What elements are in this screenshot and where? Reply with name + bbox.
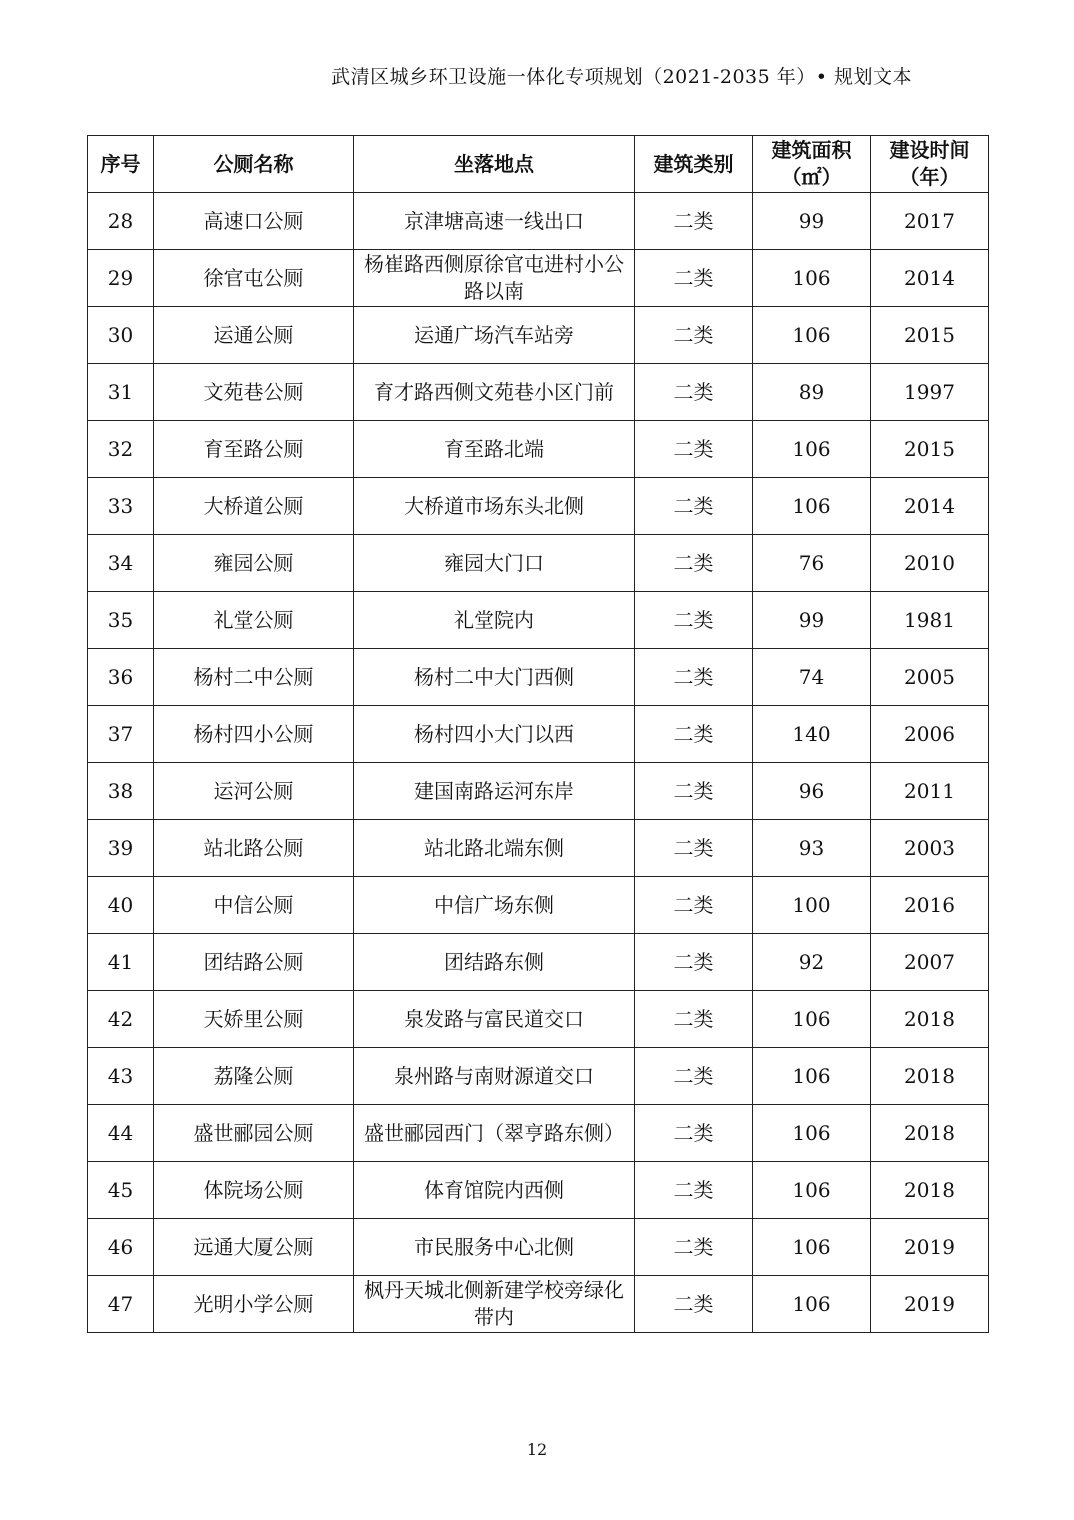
table-cell: 74 bbox=[753, 649, 871, 706]
table-cell: 28 bbox=[88, 193, 154, 250]
table-cell: 106 bbox=[753, 1276, 871, 1333]
column-header: 坐落地点 bbox=[354, 136, 635, 193]
table-cell: 41 bbox=[88, 934, 154, 991]
table-row bbox=[88, 1219, 989, 1276]
page-number: 12 bbox=[526, 1440, 548, 1459]
table-cell: 体院场公厕 bbox=[154, 1162, 354, 1219]
table-cell: 雍园大门口 bbox=[354, 535, 635, 592]
table-cell: 二类 bbox=[635, 592, 753, 649]
table-cell: 雍园公厕 bbox=[154, 535, 354, 592]
table-cell: 2015 bbox=[871, 421, 989, 478]
page-header: 武清区城乡环卫设施一体化专项规划（2021-2035 年）• 规划文本 bbox=[331, 66, 912, 88]
table-cell: 运通公厕 bbox=[154, 307, 354, 364]
table-row bbox=[88, 1048, 989, 1105]
table-cell: 1997 bbox=[871, 364, 989, 421]
table-cell: 育至路北端 bbox=[354, 421, 635, 478]
table-cell: 99 bbox=[753, 193, 871, 250]
table-cell: 二类 bbox=[635, 877, 753, 934]
table-cell: 34 bbox=[88, 535, 154, 592]
table-cell: 39 bbox=[88, 820, 154, 877]
table-cell: 31 bbox=[88, 364, 154, 421]
table-cell: 二类 bbox=[635, 1048, 753, 1105]
table-cell: 2018 bbox=[871, 1105, 989, 1162]
table-cell: 40 bbox=[88, 877, 154, 934]
table-cell: 泉发路与富民道交口 bbox=[354, 991, 635, 1048]
table-cell: 2019 bbox=[871, 1276, 989, 1333]
table-cell: 2016 bbox=[871, 877, 989, 934]
table-cell: 106 bbox=[753, 1162, 871, 1219]
table-cell: 2006 bbox=[871, 706, 989, 763]
table-cell: 杨崔路西侧原徐官屯进村小公路以南 bbox=[354, 250, 635, 307]
table-cell: 泉州路与南财源道交口 bbox=[354, 1048, 635, 1105]
table-cell: 京津塘高速一线出口 bbox=[354, 193, 635, 250]
column-header: 序号 bbox=[88, 136, 154, 193]
table-cell: 天娇里公厕 bbox=[154, 991, 354, 1048]
table-cell: 市民服务中心北侧 bbox=[354, 1219, 635, 1276]
table-row bbox=[88, 364, 989, 421]
table-cell: 106 bbox=[753, 1048, 871, 1105]
table-cell: 站北路北端东侧 bbox=[354, 820, 635, 877]
table-cell: 文苑巷公厕 bbox=[154, 364, 354, 421]
table-cell: 二类 bbox=[635, 649, 753, 706]
table-cell: 二类 bbox=[635, 193, 753, 250]
table-cell: 33 bbox=[88, 478, 154, 535]
table-cell: 二类 bbox=[635, 820, 753, 877]
table-cell: 96 bbox=[753, 763, 871, 820]
table-cell: 体育馆院内西侧 bbox=[354, 1162, 635, 1219]
table-cell: 100 bbox=[753, 877, 871, 934]
table-cell: 2014 bbox=[871, 478, 989, 535]
table-cell: 106 bbox=[753, 1219, 871, 1276]
table-cell: 育至路公厕 bbox=[154, 421, 354, 478]
table-row bbox=[88, 250, 989, 307]
column-header: 建筑面积（㎡） bbox=[753, 136, 871, 193]
table-cell: 礼堂公厕 bbox=[154, 592, 354, 649]
table-cell: 杨村四小公厕 bbox=[154, 706, 354, 763]
table-cell: 建国南路运河东岸 bbox=[354, 763, 635, 820]
table-cell: 盛世郦园公厕 bbox=[154, 1105, 354, 1162]
table-cell: 礼堂院内 bbox=[354, 592, 635, 649]
table-cell: 二类 bbox=[635, 307, 753, 364]
table-row bbox=[88, 877, 989, 934]
table-cell: 32 bbox=[88, 421, 154, 478]
table-cell: 二类 bbox=[635, 763, 753, 820]
table-cell: 29 bbox=[88, 250, 154, 307]
table-cell: 76 bbox=[753, 535, 871, 592]
table-cell: 106 bbox=[753, 307, 871, 364]
table-cell: 1981 bbox=[871, 592, 989, 649]
table-row bbox=[88, 193, 989, 250]
table-row bbox=[88, 307, 989, 364]
table-cell: 46 bbox=[88, 1219, 154, 1276]
table-cell: 2018 bbox=[871, 1162, 989, 1219]
toilet-table bbox=[87, 135, 989, 1333]
table-cell: 2011 bbox=[871, 763, 989, 820]
table-cell: 团结路东侧 bbox=[354, 934, 635, 991]
table-row bbox=[88, 592, 989, 649]
table-cell: 二类 bbox=[635, 421, 753, 478]
table-cell: 杨村四小大门以西 bbox=[354, 706, 635, 763]
table-cell: 106 bbox=[753, 991, 871, 1048]
table-cell: 高速口公厕 bbox=[154, 193, 354, 250]
table-cell: 中信广场东侧 bbox=[354, 877, 635, 934]
table-cell: 2015 bbox=[871, 307, 989, 364]
table-row bbox=[88, 649, 989, 706]
table-cell: 团结路公厕 bbox=[154, 934, 354, 991]
table-cell: 2018 bbox=[871, 1048, 989, 1105]
table-cell: 二类 bbox=[635, 250, 753, 307]
table-cell: 36 bbox=[88, 649, 154, 706]
table-cell: 二类 bbox=[635, 1162, 753, 1219]
table-cell: 运通广场汽车站旁 bbox=[354, 307, 635, 364]
column-header: 建筑类别 bbox=[635, 136, 753, 193]
column-header: 建设时间（年） bbox=[871, 136, 989, 193]
table-cell: 二类 bbox=[635, 1219, 753, 1276]
table-cell: 106 bbox=[753, 478, 871, 535]
table-cell: 89 bbox=[753, 364, 871, 421]
table-cell: 37 bbox=[88, 706, 154, 763]
table-row bbox=[88, 706, 989, 763]
table-cell: 远通大厦公厕 bbox=[154, 1219, 354, 1276]
table-row bbox=[88, 763, 989, 820]
table-cell: 二类 bbox=[635, 478, 753, 535]
table-row bbox=[88, 1162, 989, 1219]
table-row bbox=[88, 934, 989, 991]
table-cell: 99 bbox=[753, 592, 871, 649]
table-cell: 30 bbox=[88, 307, 154, 364]
table-cell: 二类 bbox=[635, 535, 753, 592]
table-cell: 2010 bbox=[871, 535, 989, 592]
table-cell: 2017 bbox=[871, 193, 989, 250]
table-cell: 徐官屯公厕 bbox=[154, 250, 354, 307]
table-cell: 47 bbox=[88, 1276, 154, 1333]
table-cell: 育才路西侧文苑巷小区门前 bbox=[354, 364, 635, 421]
table-cell: 140 bbox=[753, 706, 871, 763]
table-row bbox=[88, 1276, 989, 1333]
table-row bbox=[88, 535, 989, 592]
table-cell: 杨村二中公厕 bbox=[154, 649, 354, 706]
table-cell: 106 bbox=[753, 421, 871, 478]
table-cell: 92 bbox=[753, 934, 871, 991]
table-cell: 2003 bbox=[871, 820, 989, 877]
table-cell: 2014 bbox=[871, 250, 989, 307]
table-row bbox=[88, 820, 989, 877]
table-row bbox=[88, 991, 989, 1048]
table-cell: 二类 bbox=[635, 364, 753, 421]
table-cell: 44 bbox=[88, 1105, 154, 1162]
table-cell: 38 bbox=[88, 763, 154, 820]
table-cell: 荔隆公厕 bbox=[154, 1048, 354, 1105]
table-cell: 二类 bbox=[635, 991, 753, 1048]
table-row bbox=[88, 421, 989, 478]
column-header: 公厕名称 bbox=[154, 136, 354, 193]
table-cell: 45 bbox=[88, 1162, 154, 1219]
table-cell: 106 bbox=[753, 250, 871, 307]
table-cell: 93 bbox=[753, 820, 871, 877]
table-cell: 二类 bbox=[635, 1276, 753, 1333]
table-row bbox=[88, 1105, 989, 1162]
table-cell: 大桥道公厕 bbox=[154, 478, 354, 535]
table-cell: 二类 bbox=[635, 706, 753, 763]
table-cell: 43 bbox=[88, 1048, 154, 1105]
table-cell: 2005 bbox=[871, 649, 989, 706]
table-cell: 2007 bbox=[871, 934, 989, 991]
table-cell: 运河公厕 bbox=[154, 763, 354, 820]
table-cell: 大桥道市场东头北侧 bbox=[354, 478, 635, 535]
table-cell: 2019 bbox=[871, 1219, 989, 1276]
table-cell: 中信公厕 bbox=[154, 877, 354, 934]
table-cell: 光明小学公厕 bbox=[154, 1276, 354, 1333]
table-cell: 二类 bbox=[635, 934, 753, 991]
table-cell: 2018 bbox=[871, 991, 989, 1048]
table-cell: 盛世郦园西门（翠亨路东侧） bbox=[354, 1105, 635, 1162]
table-cell: 二类 bbox=[635, 1105, 753, 1162]
table-cell: 35 bbox=[88, 592, 154, 649]
table-header-row bbox=[88, 136, 989, 193]
table-cell: 站北路公厕 bbox=[154, 820, 354, 877]
table-cell: 杨村二中大门西侧 bbox=[354, 649, 635, 706]
table-row bbox=[88, 478, 989, 535]
table-cell: 106 bbox=[753, 1105, 871, 1162]
table-cell: 42 bbox=[88, 991, 154, 1048]
table-cell: 枫丹天城北侧新建学校旁绿化带内 bbox=[354, 1276, 635, 1333]
